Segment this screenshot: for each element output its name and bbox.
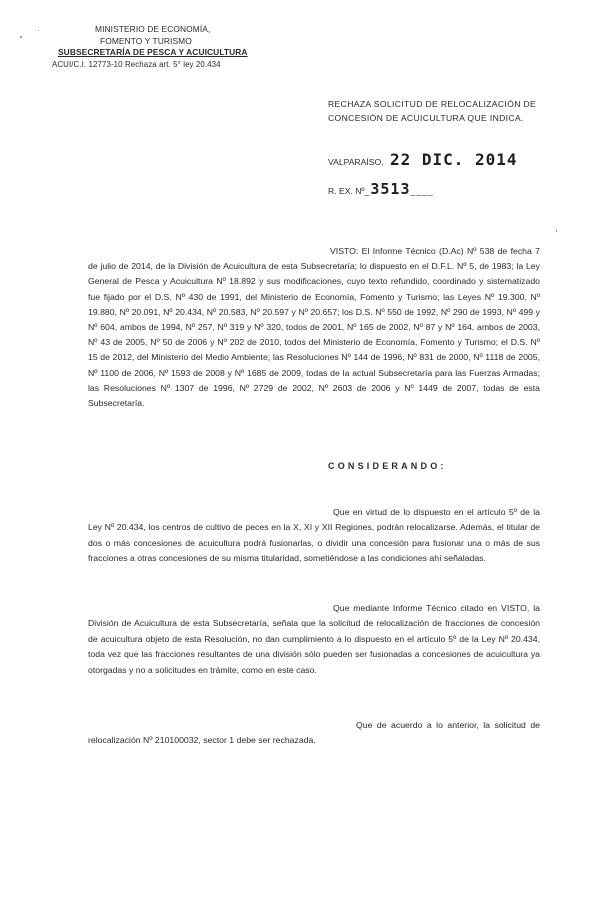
considerando-paragraph-3: Que de acuerdo a lo anterior, la solicitud de relocalización Nº 210100032, sector 1 debe ser rechazada. (88, 720, 540, 746)
resolution-label: R. EX. Nº (328, 186, 365, 196)
scan-speck (20, 36, 22, 38)
considerando-paragraph-1: Que en virtud de lo dispuesto en el artículo 5º de la Ley Nº 20.434, los centros de cultivo de peces en la X, XI y XII Regiones, podrán relocalizarse. Además, el titular de dos o más concesiones de acuicultura podrá fusionarlas, o dividir una concesión para fusionar una o más de sus fracciones a otras concesiones de su misma titularidad, sometiéndose a las condiciones ahí señaladas. (88, 507, 540, 564)
resolution-number-stamp: 3513 (370, 180, 411, 198)
visto-paragraph: VISTO: El Informe Técnico (D.Ac) Nº 538 de fecha 7 de julio de 2014, de la División de Acuicultura de esta Subsecretaría; lo dispuesto en el D.F.L. Nº 5, de 1983; la Ley General de Pesca y Acuicultura Nº 18.892 y sus modificaciones, cuyo texto refundido, coordinado y sistematizado fue fijado por el D.S. Nº 430 de 1991, del Ministerio de Economía, Fomento y Turismo; las Leyes Nº 19.300, Nº 19.880, Nº 20.091, Nº 20.434, Nº 20.583, Nº 20.597 y Nº 20.657; los D.S. Nº 550 de 1992, Nº 290 de 1993, Nº 499 y Nº 604, ambos de 1994, Nº 257, Nº 319 y Nº 320, todos de 2001, Nº 165 de 2002, Nº 87 y Nº 164, ambos de 2003, Nº 43 de 2005, Nº 50 de 2006 y Nº 202 de 2010, todos del Ministerio de Economía, Fomento y Turismo; el D.S. Nº 15 de 2012, del Ministerio del Medio Ambiente; las Resoluciones Nº 144 de 1996, Nº 831 de 2000, Nº 1118 de 2005, Nº 1100 de 2006, Nº 1593 de 2008 y Nº 1685 de 2009, todas de la actual Subsecretaría para las Fuerzas Armadas; las Resoluciones Nº 1307 de 1996, Nº 2729 de 2002, Nº 2603 de 2006 y Nº 1449 de 2007, todas de esta Subsecretaría. (88, 246, 540, 409)
date-line (328, 150, 518, 169)
ministry-name-cont: FOMENTO Y TURISMO (100, 35, 192, 46)
scan-speck (38, 30, 39, 31)
scan-speck (556, 230, 557, 232)
place-name: VALPARAÍSO, (328, 157, 384, 167)
resolution-subject: RECHAZA SOLICITUD DE RELOCALIZACIÓN DE CONCESIÓN DE ACUICULTURA QUE INDICA. (328, 99, 537, 123)
resolution-number-line: R. EX. Nº_3513____ (328, 180, 434, 198)
file-reference: ACUI/C.I. 12773-10 Rechaza art. 5° ley 20.434 (52, 59, 221, 69)
date-stamp: 22 DIC. 2014 (389, 150, 518, 169)
subsecretaria-name: SUBSECRETARÍA DE PESCA Y ACUICULTURA (58, 47, 248, 57)
considerando-paragraph-2: Que mediante Informe Técnico citado en VISTO, la División de Acuicultura de esta Subsecretaría, señala que la solicitud de relocalización de fracciones de concesión de acuicultura objeto de esta Resolución, no dan cumplimiento a lo dispuesto en el artículo 5º de la Ley Nº 20.434, toda vez que las fracciones resultantes de una división sólo pueden ser fusionadas a concesiones de acuicultura ya otorgadas y no a solicitudes en trámite, como en este caso. (88, 603, 540, 675)
considerando-heading: CONSIDERANDO: (328, 461, 447, 471)
letterhead (52, 24, 292, 70)
ministry-name: MINISTERIO DE ECONOMÍA, (95, 24, 211, 34)
